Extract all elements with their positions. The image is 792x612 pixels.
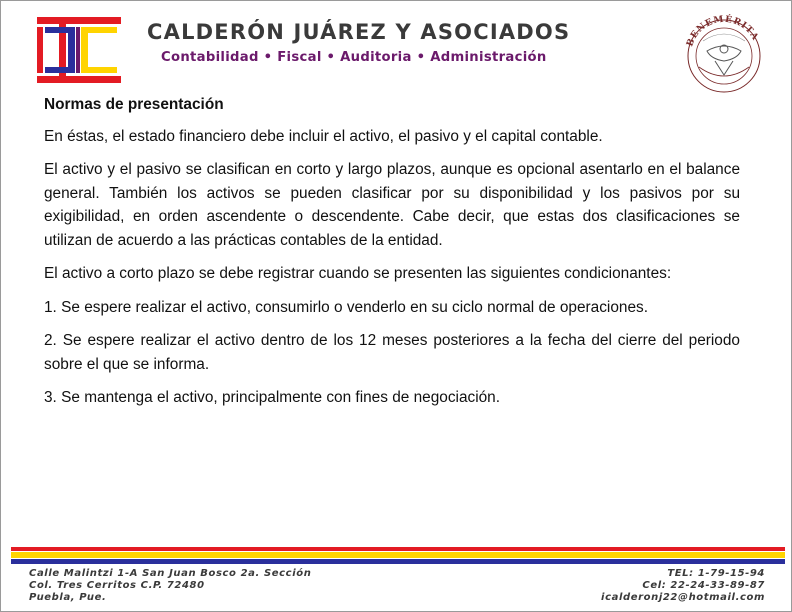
university-seal-icon: [677, 11, 771, 97]
list-item-1: 1. Se espere realizar el activo, consumirlo o venderlo en su ciclo normal de operaciones.: [44, 298, 648, 316]
list-item-3: 3. Se mantenga el activo, principalmente con fines de negociación.: [44, 389, 501, 406]
seal-text: BENEMÉRITA: [685, 14, 761, 49]
firm-name: CALDERÓN JUÁREZ Y ASOCIADOS: [147, 20, 571, 44]
footer-address: [29, 568, 311, 605]
address-line-colony: Col. Tres Cerritos C.P. 72480: [29, 580, 205, 592]
paragraph-classification: El activo y el pasivo se clasifican en corto y largo plazos, aunque es opcional asentarlo en el balance general. También los activos se pueden clasificar por su disponibilidad y los pasivos por su exigibilidad, en orden ascendente o descendente. Cabe decir, que estas dos clasificaciones se utilizan de acuerdo a las prácticas contables de la entidad.: [44, 161, 740, 249]
contact-cell: Cel: 22-24-33-89-87: [642, 580, 765, 592]
footer-color-stripes: [11, 547, 785, 565]
firm-services-tagline: Contabilidad • Fiscal • Auditoria • Administración: [161, 50, 547, 65]
address-line-street: Calle Malintzi 1-A San Juan Bosco 2a. Sección: [29, 568, 312, 579]
contact-phone: TEL: 1-79-15-94: [667, 568, 765, 579]
paragraph-short-term: El activo a corto plazo se debe registrar cuando se presenten las siguientes condicionantes:: [44, 265, 672, 282]
footer-contact: [601, 568, 765, 605]
footer-stripe-red: [11, 547, 785, 551]
footer-stripe-yellow: [11, 552, 785, 558]
address-line-city: Puebla, Pue.: [29, 592, 107, 604]
contact-email: icalderonj22@hotmail.com: [601, 592, 765, 604]
firm-logo-icon: [35, 15, 125, 85]
paragraph-intro: En éstas, el estado financiero debe incluir el activo, el pasivo y el capital contable.: [44, 127, 603, 145]
document-body: [44, 93, 740, 420]
footer-stripe-blue: [11, 559, 785, 564]
list-item-2: 2. Se espere realizar el activo dentro de los 12 meses posteriores a la fecha del cierre del periodo sobre el que se informa.: [44, 332, 740, 373]
section-heading: Normas de presentación: [44, 96, 224, 113]
